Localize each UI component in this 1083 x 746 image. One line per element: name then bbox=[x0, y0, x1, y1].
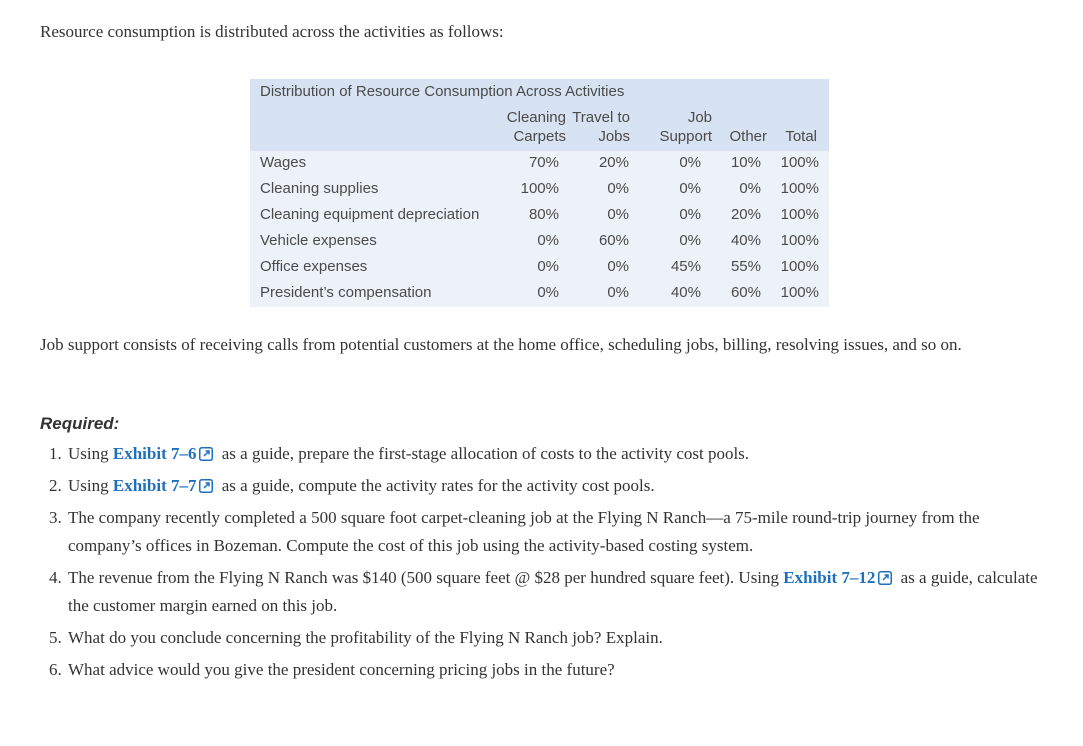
table-cell: 10% bbox=[730, 154, 761, 171]
row-label: Wages bbox=[260, 154, 307, 171]
row-label: Vehicle expenses bbox=[260, 232, 377, 249]
col-header-travel-to-jobs: Travel to Jobs bbox=[572, 109, 630, 145]
table-row bbox=[250, 151, 829, 177]
task-item bbox=[40, 504, 1040, 560]
task-text: Using bbox=[68, 476, 113, 495]
task-number: 1. bbox=[49, 444, 62, 463]
table-cell: 0% bbox=[679, 232, 701, 249]
task-item bbox=[40, 624, 1040, 652]
task-item bbox=[40, 472, 1040, 500]
task-item bbox=[40, 564, 1040, 620]
table-cell: 0% bbox=[739, 180, 761, 197]
task-text: The revenue from the Flying N Ranch was $140 (500 square feet @ $28 per hundred square feet). Using bbox=[68, 568, 784, 587]
table-cell: 0% bbox=[679, 180, 701, 197]
external-link-icon[interactable] bbox=[199, 474, 213, 488]
col-header-job-support: Job Support bbox=[659, 109, 712, 145]
table-cell: 0% bbox=[607, 258, 629, 275]
table-cell: 20% bbox=[598, 154, 629, 171]
table-cell: 55% bbox=[730, 258, 761, 275]
table-cell: 100% bbox=[520, 180, 559, 197]
task-text-after: as a guide, prepare the first-stage allocation of costs to the activity cost pools. bbox=[217, 444, 750, 463]
external-link-icon[interactable] bbox=[878, 566, 892, 580]
table-cell: 60% bbox=[730, 284, 761, 301]
task-text: What advice would you give the president concerning pricing jobs in the future? bbox=[68, 660, 615, 679]
row-label: Office expenses bbox=[260, 258, 368, 275]
table-cell: 0% bbox=[537, 258, 559, 275]
task-number: 6. bbox=[49, 660, 62, 679]
task-text-after: as a guide, compute the activity rates for the activity cost pools. bbox=[217, 476, 655, 495]
task-item bbox=[40, 440, 1040, 468]
table-cell: 0% bbox=[679, 206, 701, 223]
table-cell: 100% bbox=[780, 206, 819, 223]
task-number: 4. bbox=[49, 568, 62, 587]
table-cell: 0% bbox=[607, 180, 629, 197]
col-header-cleaning-carpets: Cleaning Carpets bbox=[506, 109, 566, 145]
exhibit-link[interactable]: Exhibit 7–12 bbox=[783, 568, 876, 587]
table-cell: 0% bbox=[607, 284, 629, 301]
table-cell: 70% bbox=[528, 154, 559, 171]
table-row bbox=[250, 203, 829, 229]
table-title: Distribution of Resource Consumption Across Activities bbox=[260, 83, 625, 100]
table-body bbox=[250, 151, 829, 307]
table-cell: 0% bbox=[537, 232, 559, 249]
resource-distribution-table bbox=[250, 79, 829, 307]
required-heading: Required: bbox=[40, 414, 120, 433]
col-header-total: Total bbox=[785, 128, 817, 145]
table-cell: 60% bbox=[598, 232, 629, 249]
table-row bbox=[250, 255, 829, 281]
table-header bbox=[250, 79, 829, 151]
task-number: 3. bbox=[49, 508, 62, 527]
task-item bbox=[40, 656, 1040, 684]
row-label: Cleaning supplies bbox=[260, 180, 379, 197]
table-cell: 100% bbox=[780, 232, 819, 249]
task-text: Using bbox=[68, 444, 113, 463]
table-cell: 80% bbox=[528, 206, 559, 223]
required-task-list bbox=[40, 440, 1040, 688]
table-cell: 0% bbox=[679, 154, 701, 171]
job-support-paragraph: Job support consists of receiving calls from potential customers at the home office, scheduling jobs, billing, resolving issues, and so on. bbox=[40, 335, 962, 354]
row-label: Cleaning equipment depreciation bbox=[260, 206, 480, 223]
table-cell: 100% bbox=[780, 284, 819, 301]
col-header-other: Other bbox=[729, 128, 767, 145]
task-number: 2. bbox=[49, 476, 62, 495]
external-link-icon[interactable] bbox=[199, 442, 213, 456]
task-text: The company recently completed a 500 square foot carpet-cleaning job at the Flying N Ranch—a 75-mile round-trip journey from the company’s offices in Bozeman. Compute the cost of this job using the activity-based costing system. bbox=[68, 508, 980, 555]
task-number: 5. bbox=[49, 628, 62, 647]
table-cell: 100% bbox=[780, 154, 819, 171]
exhibit-link[interactable]: Exhibit 7–6 bbox=[112, 444, 197, 463]
table-cell: 100% bbox=[780, 258, 819, 275]
table-cell: 40% bbox=[730, 232, 761, 249]
row-label: President’s compensation bbox=[260, 284, 432, 301]
intro-text: Resource consumption is distributed across the activities as follows: bbox=[40, 22, 504, 41]
task-text: What do you conclude concerning the profitability of the Flying N Ranch job? Explain. bbox=[68, 628, 663, 647]
table-cell: 40% bbox=[670, 284, 701, 301]
table-cell: 100% bbox=[780, 180, 819, 197]
table-cell: 0% bbox=[607, 206, 629, 223]
exhibit-link[interactable]: Exhibit 7–7 bbox=[112, 476, 197, 495]
table-row bbox=[250, 229, 829, 255]
table-row bbox=[250, 281, 829, 307]
table-row bbox=[250, 177, 829, 203]
table-cell: 20% bbox=[730, 206, 761, 223]
task-text-after: as a guide, calculate the customer margin earned on this job. bbox=[68, 568, 1038, 615]
table-cell: 0% bbox=[537, 284, 559, 301]
table-cell: 45% bbox=[670, 258, 701, 275]
